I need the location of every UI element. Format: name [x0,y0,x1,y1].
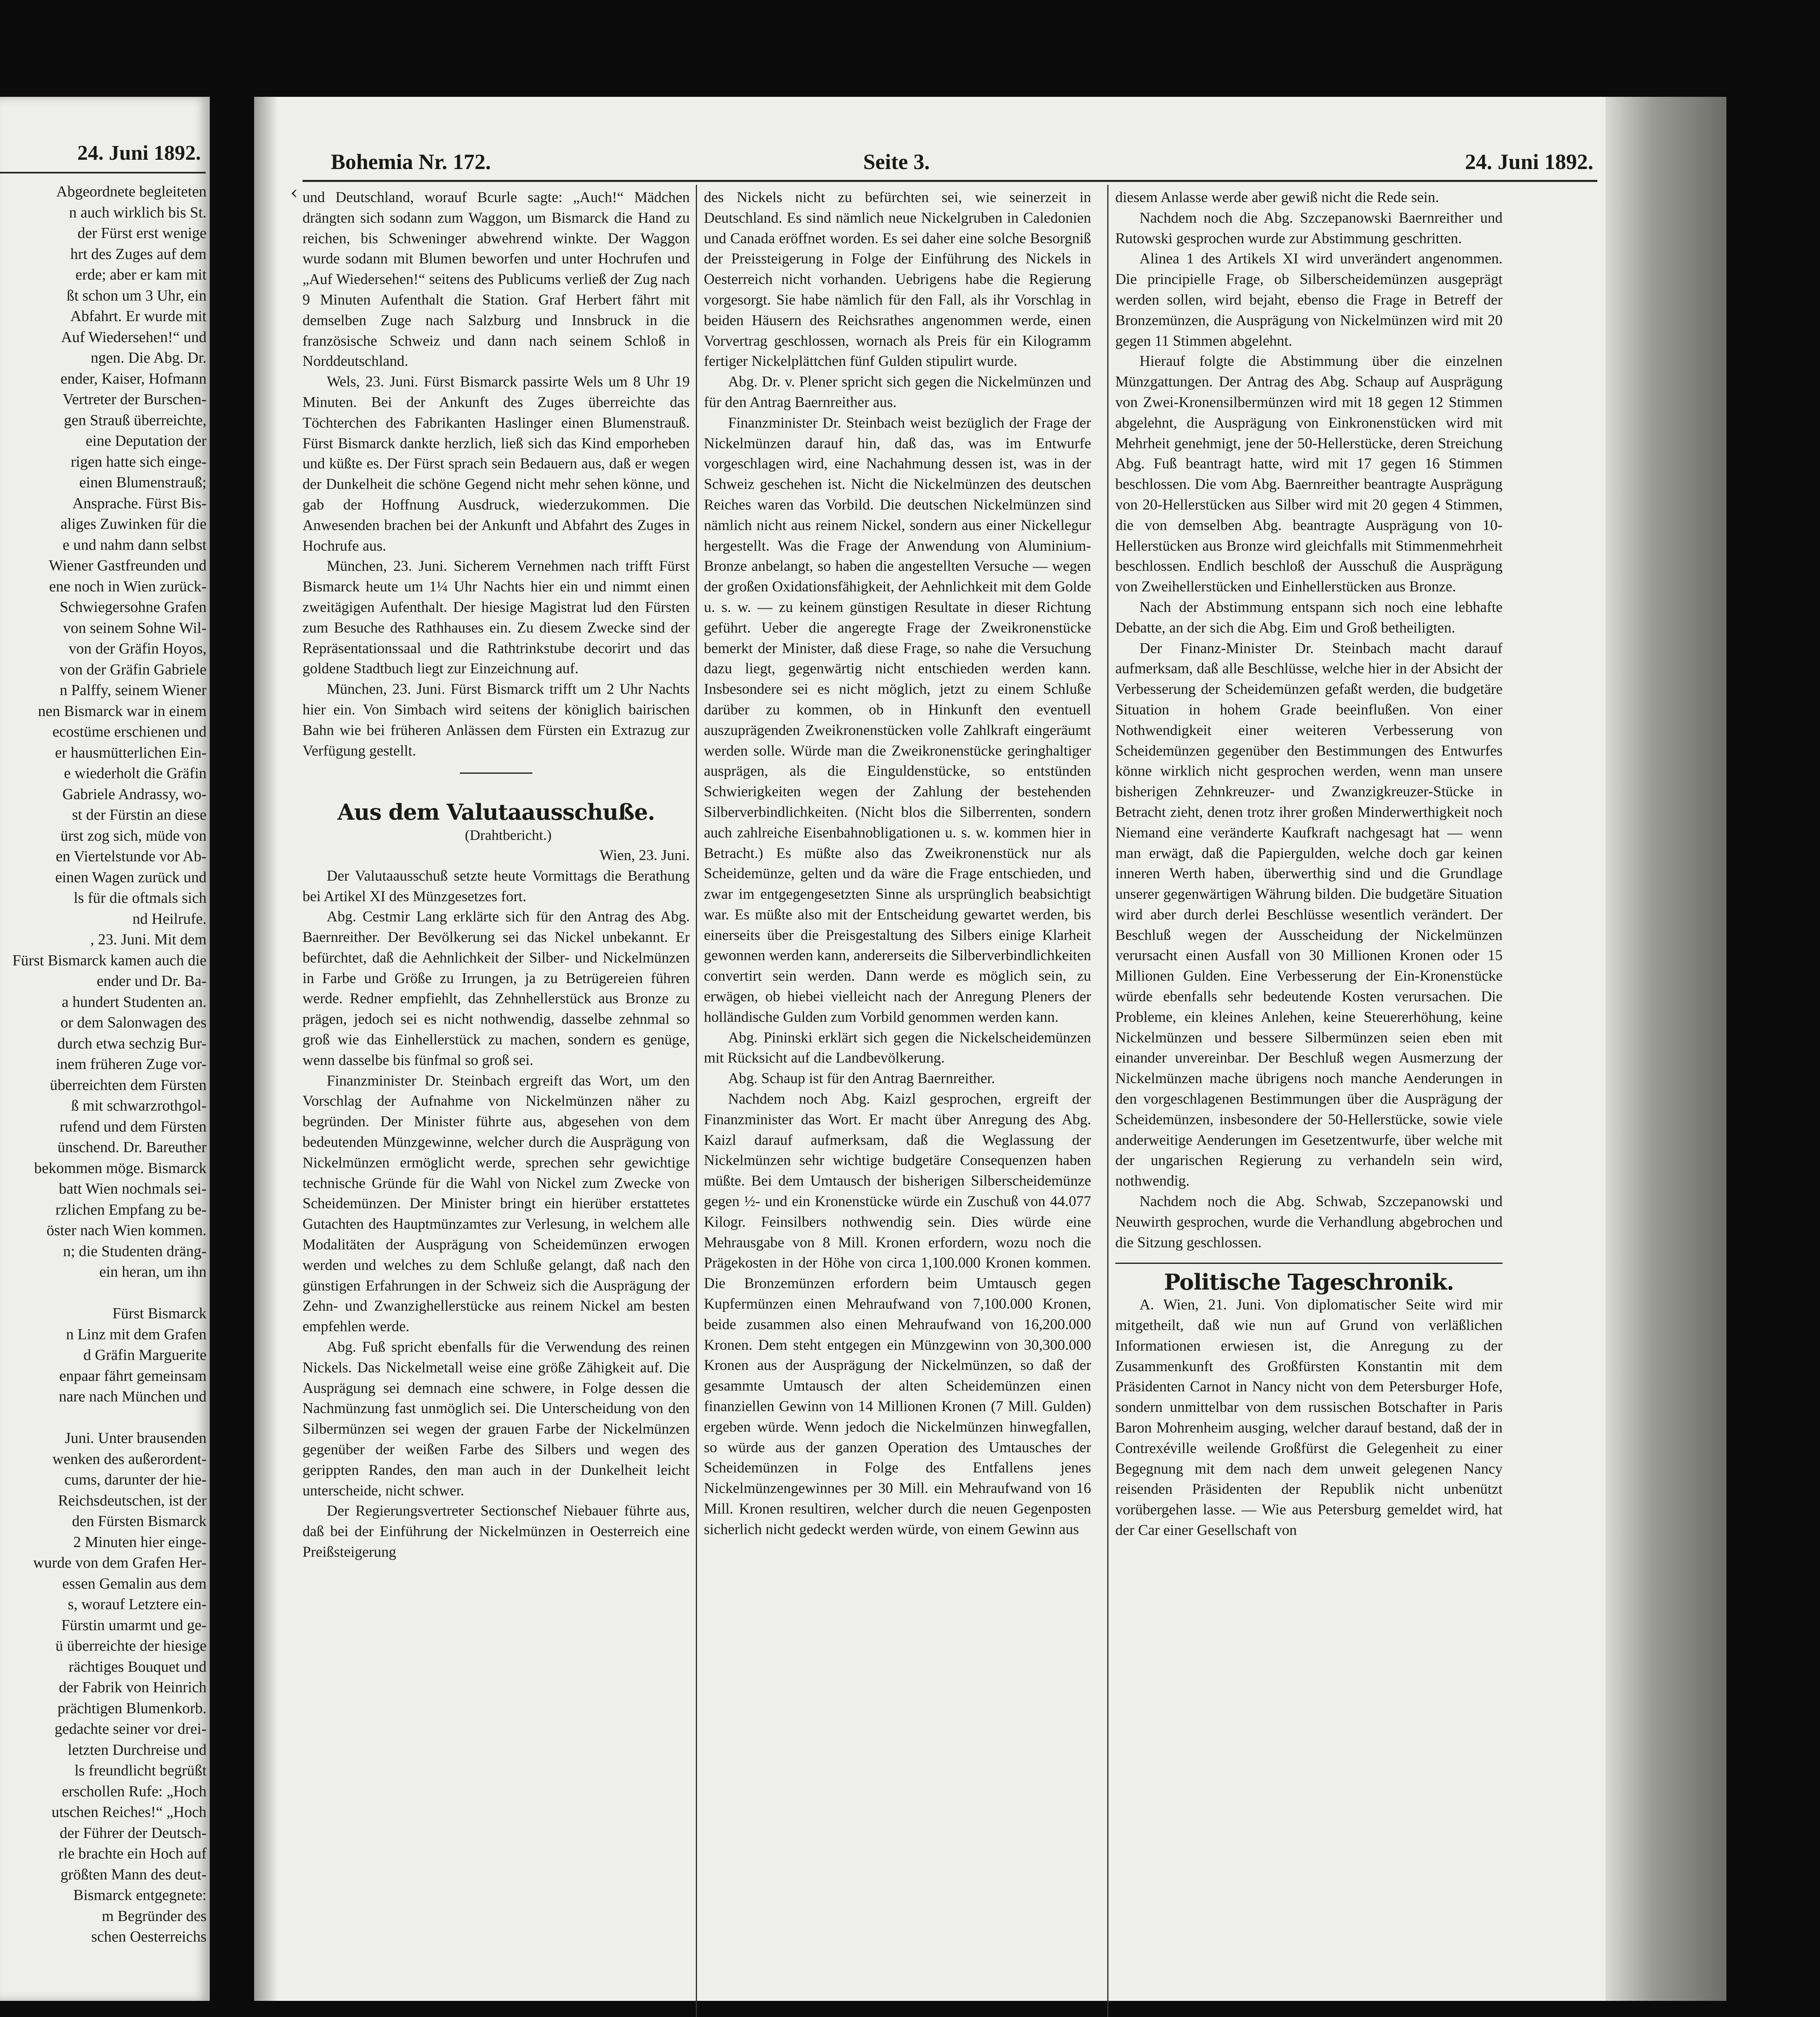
left-page-line: ender und Dr. Ba- [96,973,207,990]
left-page-line: größten Mann des deut- [61,1866,207,1883]
left-page-line: ls freundlicht begrüßt [74,1762,207,1779]
left-page-line: or dem Salonwagen des [61,1014,207,1031]
page-number: Seite 3. [863,150,930,174]
column-rule [1107,185,1108,2017]
left-page-text [0,182,207,1948]
left-page-line: ürst zog sich, müde von [60,827,207,844]
left-page-line: ßt schon um 3 Uhr, ein [67,287,207,304]
left-page-line: utschen Reiches!“ „Hoch [51,1804,207,1821]
left-page-line: von der Gräfin Gabriele [59,661,207,678]
left-page-line: s, worauf Letztere ein- [68,1596,207,1613]
left-page-line: erde; aber er kam mit [75,266,207,283]
left-page-line: ü überreichte der hiesige [55,1637,207,1654]
article-paragraph: Abg. Schaup ist für den Antrag Baernreither. [728,1070,995,1087]
left-header-rule [0,172,206,173]
left-page-line: n Linz mit dem Grafen [66,1326,207,1343]
left-page-line: wurde von dem Grafen Her- [33,1554,207,1571]
left-page-line: von seinem Sohne Wil- [63,619,207,637]
article-paragraph: Abg. Pininski erklärt sich gegen die Nickelscheidemünzen mit Rücksicht auf die Landbevölkerung. [704,1029,1091,1067]
left-page-line: Juni. Unter brausenden [65,1430,207,1447]
left-page-line: 2 Minuten hier einge- [73,1533,207,1551]
left-page-line: enpaar fährt gemeinsam [59,1367,207,1384]
left-page-line: cums, darunter der hie- [64,1471,207,1488]
section-heading-valuta: Aus dem Valutaausschuße. [337,799,655,825]
left-page-line: e und nahm dann selbst [63,536,207,553]
article-paragraph: München, 23. Juni. Fürst Bismarck trifft um 2 Uhr Nachts hier ein. Von Simbach wird seitens der königlich bairischen Bahn wie bei früheren Anlässen dem Fürsten ein Extrazug zur Verfügung gestellt. [303,681,690,759]
article-paragraph: Abg. Dr. v. Plener spricht sich gegen die Nickelmünzen und für den Antrag Baernreither aus. [704,374,1091,411]
left-page-line: durch etwa sechzig Bur- [57,1035,207,1052]
article-paragraph: des Nickels nicht zu befürchten sei, wie seinerzeit in Deutschland. Es sind nämlich neue Nickelgruben in Caledonien und Canada eröffnet worden. Es sei daher eine solche Besorgniß der Preissteigerung in Folge der Einführung des Nickels in Oesterreich nicht vorhanden. Uebrigens habe die Regierung vorgesorgt. Sie habe nämlich für den Fall, als ihr Vorschlag in beiden Häusern des Reichsrathes angenommen werde, einen Vorvertrag geschlossen, wornach als Preis für ein Kilogramm fertiger Nickelplättchen fünf Gulden stipulirt wurde. [704,189,1091,370]
left-page-line: ein heran, um ihn [99,1263,207,1280]
left-page-line: Fürst Bismarck kamen auch die [12,952,207,969]
article-paragraph: Nach der Abstimmung entspann sich noch eine lebhafte Debatte, an der sich die Abg. Eim und Groß betheiligten. [1115,599,1503,636]
left-page-line: Ansprache. Fürst Bis- [72,495,207,512]
article-paragraph: München, 23. Juni. Sicherem Vernehmen nach trifft Fürst Bismarck heute um 1¼ Uhr Nachts hier ein und nimmt einen zweitägigen Aufenthalt. Der hiesige Magistrat lud den Fürsten zum Besuche des Rathhauses ein. Zu diesem Zwecke sind der Repräsentationssaal und die Rathtrinkstube decorirt und das goldene Stadtbuch liegt zur Einzeichnung auf. [303,558,690,677]
left-page-line: st der Fürstin an diese [72,806,207,823]
left-page-line [0,1407,207,1428]
paper-issue: Bohemia Nr. 172. [331,150,491,174]
left-page-line: rle brachte ein Hoch auf [58,1845,207,1862]
left-page-line: gedachte seiner vor drei- [54,1721,207,1737]
section-divider [1115,1263,1503,1264]
left-page-line: inem früheren Zuge vor- [56,1056,207,1073]
left-page-line: Abgeordnete begleiteten [56,183,207,200]
left-page-line: Schwiegersohne Grafen [59,599,207,616]
article-paragraph: Hierauf folgte die Abstimmung über die einzelnen Münzgattungen. Der Antrag des Abg. Schaup auf Ausprägung von Zwei-Kronensilbermünzen wird mit 18 gegen 12 Stimmen abgelehnt, die Ausprägung von Einkronenstücken wird mit Mehrheit genehmigt, jene der 50-Hellerstücke, deren Streichung Abg. Fuß beantragt hatte, wird mit 17 gegen 16 Stimmen beschlossen. Die vom Abg. Baernreither beantragte Ausprägung von 20-Hellerstücken aus Silber wird mit 20 gegen 4 Stimmen, die von demselben Abg. beantragte Ausprägung von 10-Hellerstücken aus Bronze wird gleichfalls mit Stimmenmehrheit beschlossen. Endlich beschloß der Ausschuß die Ausprägung von Zweihellerstücken und Einhellerstücken aus Bronze. [1115,353,1503,595]
article-paragraph: Abg. Fuß spricht ebenfalls für die Verwendung des reinen Nickels. Das Nickelmetall weise eine größe Zähigkeit auf. Die Ausprägung sei demnach eine schwere, in Folge dessen die Nachmünzung fast unmöglich sei. Die Unterscheidung von den Silbermünzen sei wegen der grauen Farbe der Nickelmünzen gegenüber der weißen Farbe des Silbers und wegen des gerippten Randes, den man auch in der Dunkelheit leicht unterscheide, nicht schwer. [303,1339,690,1499]
left-page-line: a hundert Studenten an. [62,993,207,1011]
left-page-line: Gabriele Andrassy, wo- [62,785,207,803]
left-page-line: prächtigen Blumenkorb. [57,1700,207,1717]
left-page-line: Vertreter der Burschen- [63,391,207,408]
left-page-line: einen Wagen zurück und [55,869,207,886]
left-page-line: Fürstin umarmt und ge- [61,1616,207,1634]
left-page-line: bekommen möge. Bismarck [34,1159,207,1177]
left-page-line: nen Bismarck war in einem [38,702,207,720]
left-page-line: öster nach Wien kommen. [46,1222,207,1239]
left-page-line: essen Gemalin aus dem [62,1575,207,1592]
left-page-line: ender, Kaiser, Hofmann [60,370,207,387]
left-page-line: , 23. Juni. Mit dem [90,931,207,948]
article-paragraph: Finanzminister Dr. Steinbach weist bezüglich der Frage der Nickelmünzen darauf hin, daß das, was im Entwurfe vorgeschlagen wird, eine Nachahmung dessen ist, was in der Schweiz geschehen ist. Nicht die Nickelmünzen des deutschen Reiches waren das Vorbild. Die deutschen Nickelmünzen sind nämlich nicht aus reinem Nickel, sondern aus einer Nickellegur hergestellt. Was die Frage der Anwendung von Aluminium-Bronze anbelangt, so haben die angestellten Versuche — wegen der großen Oxidationsfähigkeit, der Aehnlichkeit mit dem Golde u. s. w. — zu keinem günstigen Resultate in dieser Richtung geführt. Ueber die angeregte Frage der Zweikronenstücke bemerkt der Minister, daß diese Frage, so nahe die Versuchung dazu liegt, gegenwärtig nicht entschieden werden kann. Insbesondere sei es nicht möglich, jetzt zu einem Schluße darüber zu kommen, ob in Hinkunft den eventuell auszuprägenden Zweikronenstücken volle Zahlkraft eingeräumt werden solle. Würde man die Zweikronenstücke geringhaltiger ausprägen, als die Einguldenstücke, so entstünden Schwierigkeiten wegen der Zahlung der bestehenden Silberverbindlichkeiten. (Nicht blos die Silberrenten, sondern auch zahlreiche Eisenbahnobligationen u. s. w. kommen hier in Betracht.) Es müßte also das Zweikronenstück nur als Scheidemünze, gelten und da wäre die Frage entschieden, und zwar im entgegengesetzten Sinne als ursprünglich beabsichtigt war. Es müßte also mit der Entscheidung gewartet werden, bis einerseits über die Preisgestaltung des Silbers einige Klarheit gewonnen werden kann, andererseits die Silberverbindlichkeiten convertirt sein werden. Dann werde es möglich sein, zu erwägen, ob hiebei vielleicht nach der Anregung Pleners der holländische Gulden zum Vorbild genommen werden kann. [704,414,1091,1025]
next-page-edge [1605,97,1726,2001]
column-3 [1115,188,1503,2017]
left-page-header-date: 24. Juni 1892. [77,142,201,165]
article-paragraph: Wels, 23. Juni. Fürst Bismarck passirte Wels um 8 Uhr 19 Minuten. Bei der Ankunft des Zuges überreichte das Töchterchen des Fabrikanten Haslinger einen Blumenstrauß. Fürst Bismarck dankte herzlich, ließ sich das Kind emporheben und küßte es. Der Fürst sprach sein Bedauern aus, daß er wegen der Dunkelheit die schöne Gegend nicht mehr sehen könne, und gab der Hoffnung Ausdruck, wiederzukommen. Die Anwesenden brachen bei der Ankunft und Abfahrt des Zuges in Hochrufe aus. [303,374,690,554]
article-paragraph: Nachdem noch die Abg. Schwab, Szczepanowski und Neuwirth gesprochen, wurde die Verhandlung abgebrochen und die Sitzung geschlossen. [1115,1193,1503,1251]
left-page-line: n Palffy, seinem Wiener [60,682,207,699]
left-page-line: n auch wirklich bis St. [69,204,207,221]
left-page-line: nare nach München und [58,1388,207,1405]
newspaper-page [254,97,1605,2001]
left-page-line: Abfahrt. Er wurde mit [70,308,207,325]
left-page-line: ünschend. Dr. Bareuther [57,1139,207,1156]
article-paragraph: und Deutschland, worauf Bcurle sagte: „Auch!“ Mädchen drängten sich sodann zum Waggon, um Bismarck die Hand zu reichen, bis Schweninger abwehrend winkte. Der Waggon wurde sodann mit Blumen beworfen und unter Hochrufen und „Auf Wiedersehen!“ seitens des Publicums verließ der Zug nach 9 Minuten Aufenthalt die Station. Graf Herbert fährt mit demselben Zuge nach Salzburg und Innsbruck in die französische Schweiz und dann nach seinem Schloß in Norddeutschland. [303,189,690,370]
article-paragraph: Der Finanz-Minister Dr. Steinbach macht darauf aufmerksam, daß alle Beschlüsse, welche hier in der Absicht der Verbesserung der Scheidemünzen gefaßt werden, die budgetäre Situation in hohem Grade beeinflußen. Von einer Nothwendigkeit einer weiteren Verbesserung von Scheidemünzen gegenüber den Bestimmungen des Entwurfes könne wirklich nicht gesprochen werden, wenn man unsere bisherigen Zehnkreuzer- und Zwanzigkreuzer-Stücke in Betracht zieht, denen trotz ihrer großen Minderwerthigkeit noch Niemand eine veränderte Kaufkraft nachgesagt hat — wenn man erwägt, daß die Papiergulden, welche doch gar keinen inneren Werth haben, überwerthig sind und die Grundlage unserer gegenwärtigen Währung bilden. Die budgetäre Situation wird aber durch derlei Beschlüsse wesentlich verändert. Der Beschluß wegen der Ausscheidung der Nickelmünzen verursacht einen Ausfall von 30 Millionen Kronen oder 15 Millionen Gulden. Eine Verbesserung der Ein-Kronenstücke würde ebenfalls sehr bedeutende Kosten verursachen. Die Probleme, ein kleines Anlehen, keine Steuererhöhung, keine Nickelmünzen und bessere Silbermünzen seien eben mit einander unvereinbar. Der Beschluß wegen Ausmerzung der Nickelmünzen mache übrigens noch manche Aenderungen in den vorgeschlagenen Bestimmungen über die Ausprägung der Scheidemünzen, insbesondere der 50-Hellerstücke, sowie viele anderweitige Aenderungen im Gesetzentwurfe, über welche mit der ungarischen Regierung zu verhandeln sein wird, nothwendig. [1115,640,1503,1190]
left-page-line: nd Heilrufe. [132,910,207,927]
left-page-line: batt Wien nochmals sei- [58,1180,207,1197]
left-page-line: Fürst Bismarck [112,1305,207,1322]
left-page-line: ß mit schwarzrothgol- [71,1097,207,1114]
left-page-line: schen Oesterreichs [91,1928,207,1945]
left-page-line: von der Gräfin Hoyos, [69,640,207,657]
section-subheading: (Drahtbericht.) [465,827,552,844]
left-page-line: der Fürst erst wenige [77,225,207,242]
left-page-line: n; die Studenten dräng- [63,1242,207,1260]
left-page-line: Bismarck entgegnete: [73,1887,207,1904]
column-2 [704,188,1091,2017]
left-page-line: wenken des außerordent- [52,1450,207,1468]
left-page-line: rigen hatte sich einge- [71,453,207,470]
left-page-line: aliges Zuwinken für die [61,516,207,532]
article-paragraph: Alinea 1 des Artikels XI wird unverändert angenommen. Die principielle Frage, ob Silberscheidemünzen ausgeprägt werden sollen, wird bejaht, ebenso die Frage in Betreff der Bronzemünzen, die Ausprägung von Nickelmünzen wird mit 20 gegen 11 Stimmen abgelehnt. [1115,251,1503,349]
left-page-line: Reichsdeutschen, ist der [58,1492,207,1509]
column-rule [696,185,697,2017]
article-paragraph: Abg. Cestmir Lang erklärte sich für den Antrag des Abg. Baernreither. Der Bevölkerung sei das Nickel unbekannt. Er befürchtet, daß die Aehnlichkeit der Silber- und Nickelmünzen in Farbe und Größe zu Irrungen, ja zu Betrügereien führen werde. Redner empfiehlt, das Zehnhellerstück aus Bronze zu prägen, jedoch sei es nicht nothwendig, dasselbe zehnmal so groß wie das Einhellerstück zu machen, sondern es genüge, wenn dasselbe bis fünfmal so groß sei. [303,908,690,1069]
page-date: 24. Juni 1892. [1465,150,1593,174]
section-heading-tageschronik: Politische Tageschronik. [1164,1269,1454,1295]
page-header [331,149,1593,177]
margin-mark: ‹ [290,182,298,203]
article-paragraph: diesem Anlasse werde aber gewiß nicht die Rede sein. [1115,189,1439,206]
left-page-line: einen Blumenstrauß; [79,474,207,491]
article-paragraph: Finanzminister Dr. Steinbach ergreift das Wort, um den Vorschlag der Aufnahme von Nickelmünzen näher zu begründen. Der Minister führte aus, abgesehen von dem bedeutenden Münzgewinne, welcher durch die Ausprägung von Nickelmünzen ermöglicht werde, sprechen sehr gewichtige technische Gründe für die Wahl von Nickel zum Zwecke von Scheidemünzen. Der Minister bringt ein hierüber erstattetes Gutachten des Hauptmünzamtes zur Verlesung, in welchem alle Modalitäten der Ausprägung von Scheidemünzen erwogen werden und welches zu dem Schluße gelangt, daß nach den günstigen Erfahrungen in der Schweiz sich die Ausprägung der Zehn- und Zwanzighellerstücke aus reinem Nickel am besten empfehlen werde. [303,1072,690,1335]
left-page-line: rzlichen Empfang zu be- [55,1201,207,1218]
section-divider [460,773,532,774]
left-page-line: hrt des Zuges auf dem [70,245,207,263]
left-page-line: eine Deputation der [86,432,207,449]
column-1 [303,188,690,2017]
left-page-line: rächtiges Bouquet und [69,1658,207,1675]
left-page-line: ecostüme erschienen und [52,723,207,740]
left-page-line: er hausmütterlichen Ein- [55,744,207,761]
left-page-line: rufend und dem Fürsten [59,1118,207,1135]
left-page-line: e wiederholt die Gräfin [64,765,207,782]
left-page-line: erschollen Rufe: „Hoch [62,1783,207,1800]
gutter-shadow [254,97,278,2001]
left-page-line: der Führer der Deutsch- [59,1824,207,1842]
left-page-line: m Begründer des [102,1907,207,1925]
left-page-line: der Fabrik von Heinrich [58,1679,207,1696]
article-paragraph: Der Regierungsvertreter Sectionschef Niebauer führte aus, daß bei der Einführung der Nickelmünzen in Oesterreich eine Preißsteigerung [303,1503,690,1560]
left-page-line: letzten Durchreise und [68,1741,207,1758]
left-page-line [0,1283,207,1304]
dateline: Wien, 23. Juni. [599,847,690,864]
left-page-line: ngen. Die Abg. Dr. [90,349,207,366]
left-page-line: ls für die oftmals sich [73,889,207,906]
article-paragraph: Nachdem noch die Abg. Szczepanowski Baernreither und Rutowski gesprochen wurde zur Abstimmung geschritten. [1115,209,1503,247]
article-paragraph: A. Wien, 21. Juni. Von diplomatischer Seite wird mir mitgetheilt, daß wie nun auf Grund von verläßlichen Informationen erwiesen ist, die Anregung zu der Zusammenkunft des Großfürsten Konstantin mit dem Präsidenten Carnot in Nancy nicht von dem Petersburger Hofe, sondern unmittelbar von dem russischen Botschafter in Paris Baron Mohrenheim ausging, welcher darauf bestand, daß der in Contrexéville weilende Großfürst die Gelegenheit zu einer Begegnung mit dem nach dem unweit gelegenen Nancy reisenden Präsidenten der Republik nicht unbenützt vorübergehen lasse. — Wie aus Petersburg gemeldet wird, hat der Car einer Gesellschaft von [1115,1297,1503,1539]
left-page-line: den Fürsten Bismarck [72,1513,207,1530]
left-page-line: en Viertelstunde vor Ab- [56,848,207,865]
left-page-line: überreichten dem Fürsten [50,1076,207,1094]
left-page-line: Wiener Gastfreunden und [49,557,207,574]
left-page-line: gen Strauß überreichte, [64,411,207,429]
article-paragraph: Nachdem noch Abg. Kaizl gesprochen, ergreift der Finanzminister das Wort. Er macht über Anregung des Abg. Kaizl darauf aufmerksam, daß die Weglassung der Nickelmünzen sehr wichtige budgetäre Consequenzen haben müßte. Bei dem Umtausch der bisherigen Silberscheidemünze gegen ½- und ein Kronenstücke würde ein Zuschuß von 44.077 Kilogr. Feinsilbers nothwendig sein. Dies würde eine Mehrausgabe von 8 Mill. Kronen erfordern, wozu noch die Prägekosten in der Höhe von circa 1,100.000 Kronen kommen. Die Bronzemünzen erfordern beim Umtausch gegen Kupfermünzen einen Mehraufwand von 7,100.000 Kronen, beide zusammen also einen Mehraufwand von 16,200.000 Kronen. Dem steht entgegen ein Münzgewinn von 30,300.000 Kronen aus der Ausprägung der Nickelmünzen, so daß der gesammte Umtausch der alten Scheidemünzen einen finanziellen Gewinn von 14 Millionen Kronen (7 Mill. Gulden) ergeben würde. Wenn jedoch die Nickelmünzen hinwegfallen, so würde aus der ganzen Operation des Umtausches der Scheidemünzen in Folge des Entfallens jenes Nickelmünzengewinnes per 30 Mill. ein Mehraufwand von 16 Mill. Kronen resultiren, welcher durch die neuen Gegenposten sicherlich nicht gedeckt werden würde, von einem Gewinn aus [704,1091,1091,1538]
article-paragraph: Der Valutaausschuß setzte heute Vormittags die Berathung bei Artikel XI des Münzgesetzes fort. [303,867,690,905]
left-page-line: ene noch in Wien zurück- [49,578,207,595]
header-rule [303,180,1597,182]
left-page-line: Auf Wiedersehen!“ und [61,328,207,346]
left-page-fragment [0,97,210,2001]
left-page-line: d Gräfin Marguerite [83,1347,207,1363]
